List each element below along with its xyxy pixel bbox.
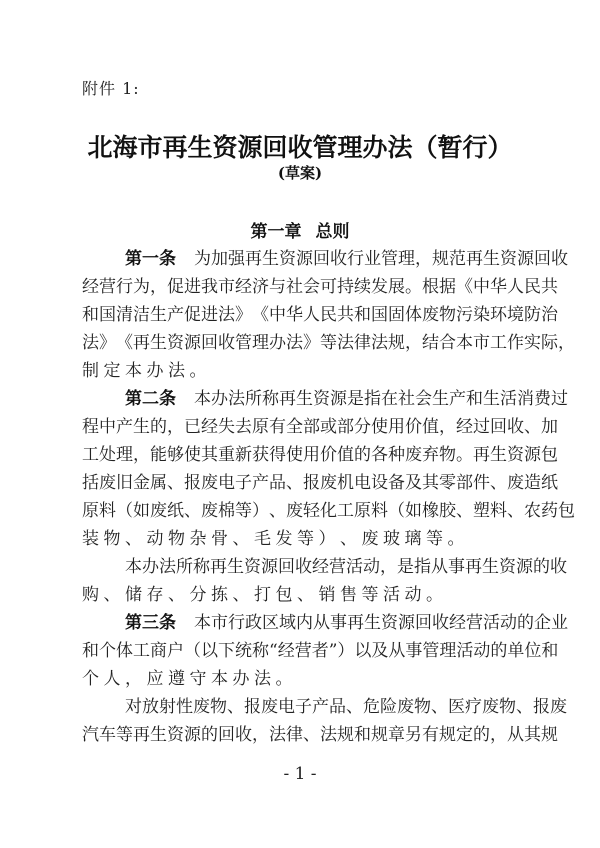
text-line: [82, 329, 575, 357]
chapter-number: 第一章: [250, 222, 302, 242]
document-subtitle: (草案): [277, 164, 323, 182]
line-text: 法 》 《 再 生 资 源 回 收 管 理 办 法 》 等 法 律 法 规 ， 结 合 本 市 工 作 实 际 ，: [82, 333, 575, 353]
document-body: [82, 245, 575, 749]
text-line: [82, 273, 558, 301]
text-line: [82, 581, 534, 609]
line-text: 工 处 理 ， 能 够 使 其 重 新 获 得 使 用 价 值 的 各 种 废 弃 物 。 再 生 资 源 包: [82, 445, 558, 465]
text-line: [82, 721, 558, 749]
attachment-label: 附件 1:: [82, 79, 140, 98]
text-line: [82, 525, 534, 553]
line-text: 购 、 储 存 、 分 拣 、 打 包 、 销 售 等 活 动 。: [82, 585, 443, 605]
line-text: 装 物 、 动 物 杂 骨 、 毛 发 等 ） 、 废 玻 璃 等 。: [82, 529, 465, 549]
line-text: 为 加 强 再 生 资 源 回 收 行 业 管 理 ， 规 范 再 生 资 源 回 收: [194, 249, 568, 269]
line-text: 括 废 旧 金 属 、 报 废 电 子 产 品 、 报 废 机 电 设 备 及 其 零 部 件 、 废 造 纸: [82, 473, 558, 493]
line-text: 原 料 （ 如 废 纸 、 废 棉 等 ） 、 废 轻 化 工 原 料 （ 如 橡 胶 、 塑 料 、 农 药 包: [82, 501, 575, 521]
line-text: 制 定 本 办 法 。: [82, 361, 207, 381]
text-line: [82, 665, 534, 693]
line-text: 和 个 体 工 商 户 （ 以 下 统 称 “ 经 营 者 ” ） 以 及 从 事 管 理 活 动 的 单 位 和: [82, 641, 559, 661]
line-text: 和 国 清 洁 生 产 促 进 法 》 《 中 华 人 民 共 和 国 固 体 废 物 污 染 环 境 防 治: [82, 305, 558, 325]
text-line: [82, 637, 559, 665]
text-line: [82, 497, 575, 525]
document-title: 北海市再生资源回收管理办法（暂行）: [87, 133, 513, 162]
article-number: 第三条: [125, 613, 176, 633]
line-text: 程 中 产 生 的 ， 已 经 失 去 原 有 全 部 或 部 分 使 用 价 值 ， 经 过 回 收 、 加: [82, 417, 558, 437]
line-text: 本 市 行 政 区 域 内 从 事 再 生 资 源 回 收 经 营 活 动 的 企 业: [194, 613, 568, 633]
chapter-name: 总则: [315, 222, 350, 242]
line-text: 本 办 法 所 称 再 生 资 源 是 指 在 社 会 生 产 和 生 活 消 费 过: [194, 389, 568, 409]
text-line: [82, 245, 568, 273]
article-number: 第二条: [125, 389, 176, 409]
text-line: [82, 469, 558, 497]
text-line: [82, 441, 558, 469]
line-text: 经 营 行 为 ， 促 进 我 市 经 济 与 社 会 可 持 续 发 展 。 根 据 《 中 华 人 民 共: [82, 277, 558, 297]
text-line: [82, 385, 568, 413]
text-line: [82, 693, 567, 721]
text-line: [82, 609, 568, 637]
line-text: 个 人 ， 应 遵 守 本 办 法 。: [82, 669, 293, 689]
line-text: 对 放 射 性 废 物 、 报 废 电 子 产 品 、 危 险 废 物 、 医 疗 废 物 、 报 废: [125, 697, 567, 717]
text-line: [82, 413, 558, 441]
line-text: 汽 车 等 再 生 资 源 的 回 收 ， 法 律 、 法 规 和 规 章 另 有 规 定 的 ， 从 其 规: [82, 725, 558, 745]
chapter-heading: [0, 217, 600, 242]
text-line: [82, 357, 534, 385]
page-number: - 1 -: [283, 764, 317, 784]
line-text: 本 办 法 所 称 再 生 资 源 回 收 经 营 活 动 ， 是 指 从 事 再 生 资 源 的 收: [125, 557, 567, 577]
text-line: [82, 301, 558, 329]
article-number: 第一条: [125, 249, 176, 269]
text-line: [82, 553, 567, 581]
